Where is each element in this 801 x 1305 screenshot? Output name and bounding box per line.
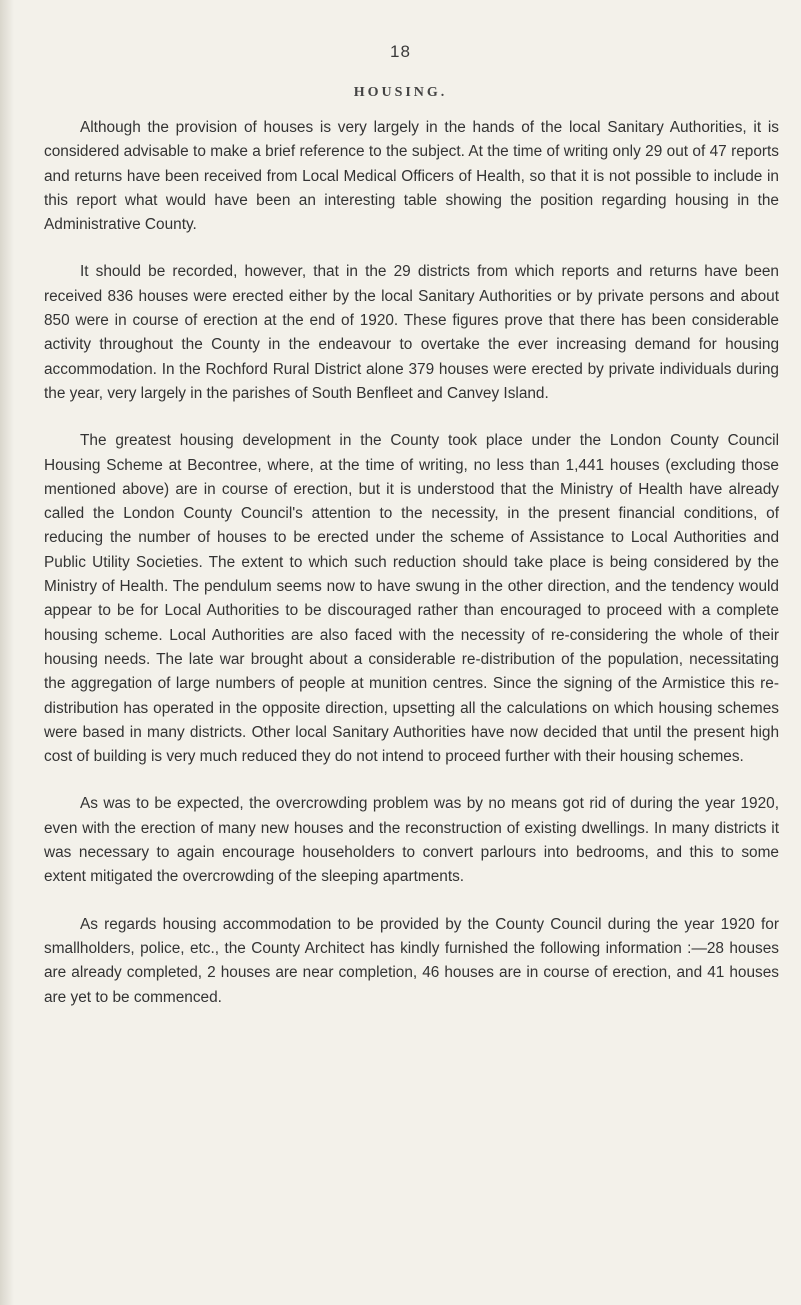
paragraph-county-council: As regards housing accommodation to be provided by the County Council during the year 1920 for smallholders, police, etc., the County Architect has kindly furnished the following information :—28 houses are already completed, 2 houses are near completion, 46 houses are in course of erection, and 41 houses are yet to be commenced. (44, 915, 779, 1006)
body-text (44, 116, 779, 1033)
paragraph-houses-erected: It should be recorded, however, that in the 29 districts from which reports and returns have been received 836 houses were erected either by the local Sanitary Authorities or by private persons and about 850 were in course of erection at the end of 1920. These figures prove that there has been considerable activity throughout the County in the endeavour to overtake the ever increasing demand for housing accommodation. In the Rochford Rural District alone 379 houses were erected by private individuals during the year, very largely in the parishes of South Benfleet and Canvey Island. (44, 263, 779, 402)
page-edge-shadow (0, 0, 14, 1305)
paragraph-becontree: The greatest housing development in the County took place under the London County Council Housing Scheme at Becontree, where, at the time of writing, no less than 1,441 houses (excluding those mentioned above) are in course of erection, but it is understood that the Ministry of Health have already called the London County Council's attention to the necessity, in the present financial conditions, of reducing the number of houses to be erected under the scheme of Assistance to Local Authorities and Public Utility Societies. The extent to which such reduction should take place is being considered by the Ministry of Health. The pendulum seems now to have swung in the other direction, and the tendency would appear to be for Local Authorities to be discouraged rather than encouraged to proceed with a complete housing scheme. Local Authorities are also faced with the necessity of re-considering the whole of their housing needs. The late war brought about a considerable re-distribution of the population, necessitating the aggregation of large numbers of people at munition centres. Since the signing of the Armistice this re-distribution has operated in the opposite direction, upsetting all the calculations on which housing schemes were based in many districts. Other local Sanitary Authorities have now decided that until the present high cost of building is very much reduced they do not intend to proceed further with their housing schemes. (44, 432, 779, 766)
paragraph-intro: Although the provision of houses is very largely in the hands of the local Sanitary Authorities, it is considered advisable to make a brief reference to the subject. At the time of writing only 29 out of 47 reports and returns have been received from Local Medical Officers of Health, so that it is not possible to include in this report what would have been an interesting table showing the position regarding housing in the Administrative County. (44, 119, 779, 234)
page-number: 18 (390, 42, 411, 61)
section-heading: HOUSING. (353, 85, 448, 100)
paragraph-overcrowding: As was to be expected, the overcrowding problem was by no means got rid of during the year 1920, even with the erection of many new houses and the reconstruction of existing dwellings. In many districts it was necessary to again encourage householders to convert parlours into bedrooms, and this to some extent mitigated the overcrowding of the sleeping apartments. (44, 795, 779, 886)
